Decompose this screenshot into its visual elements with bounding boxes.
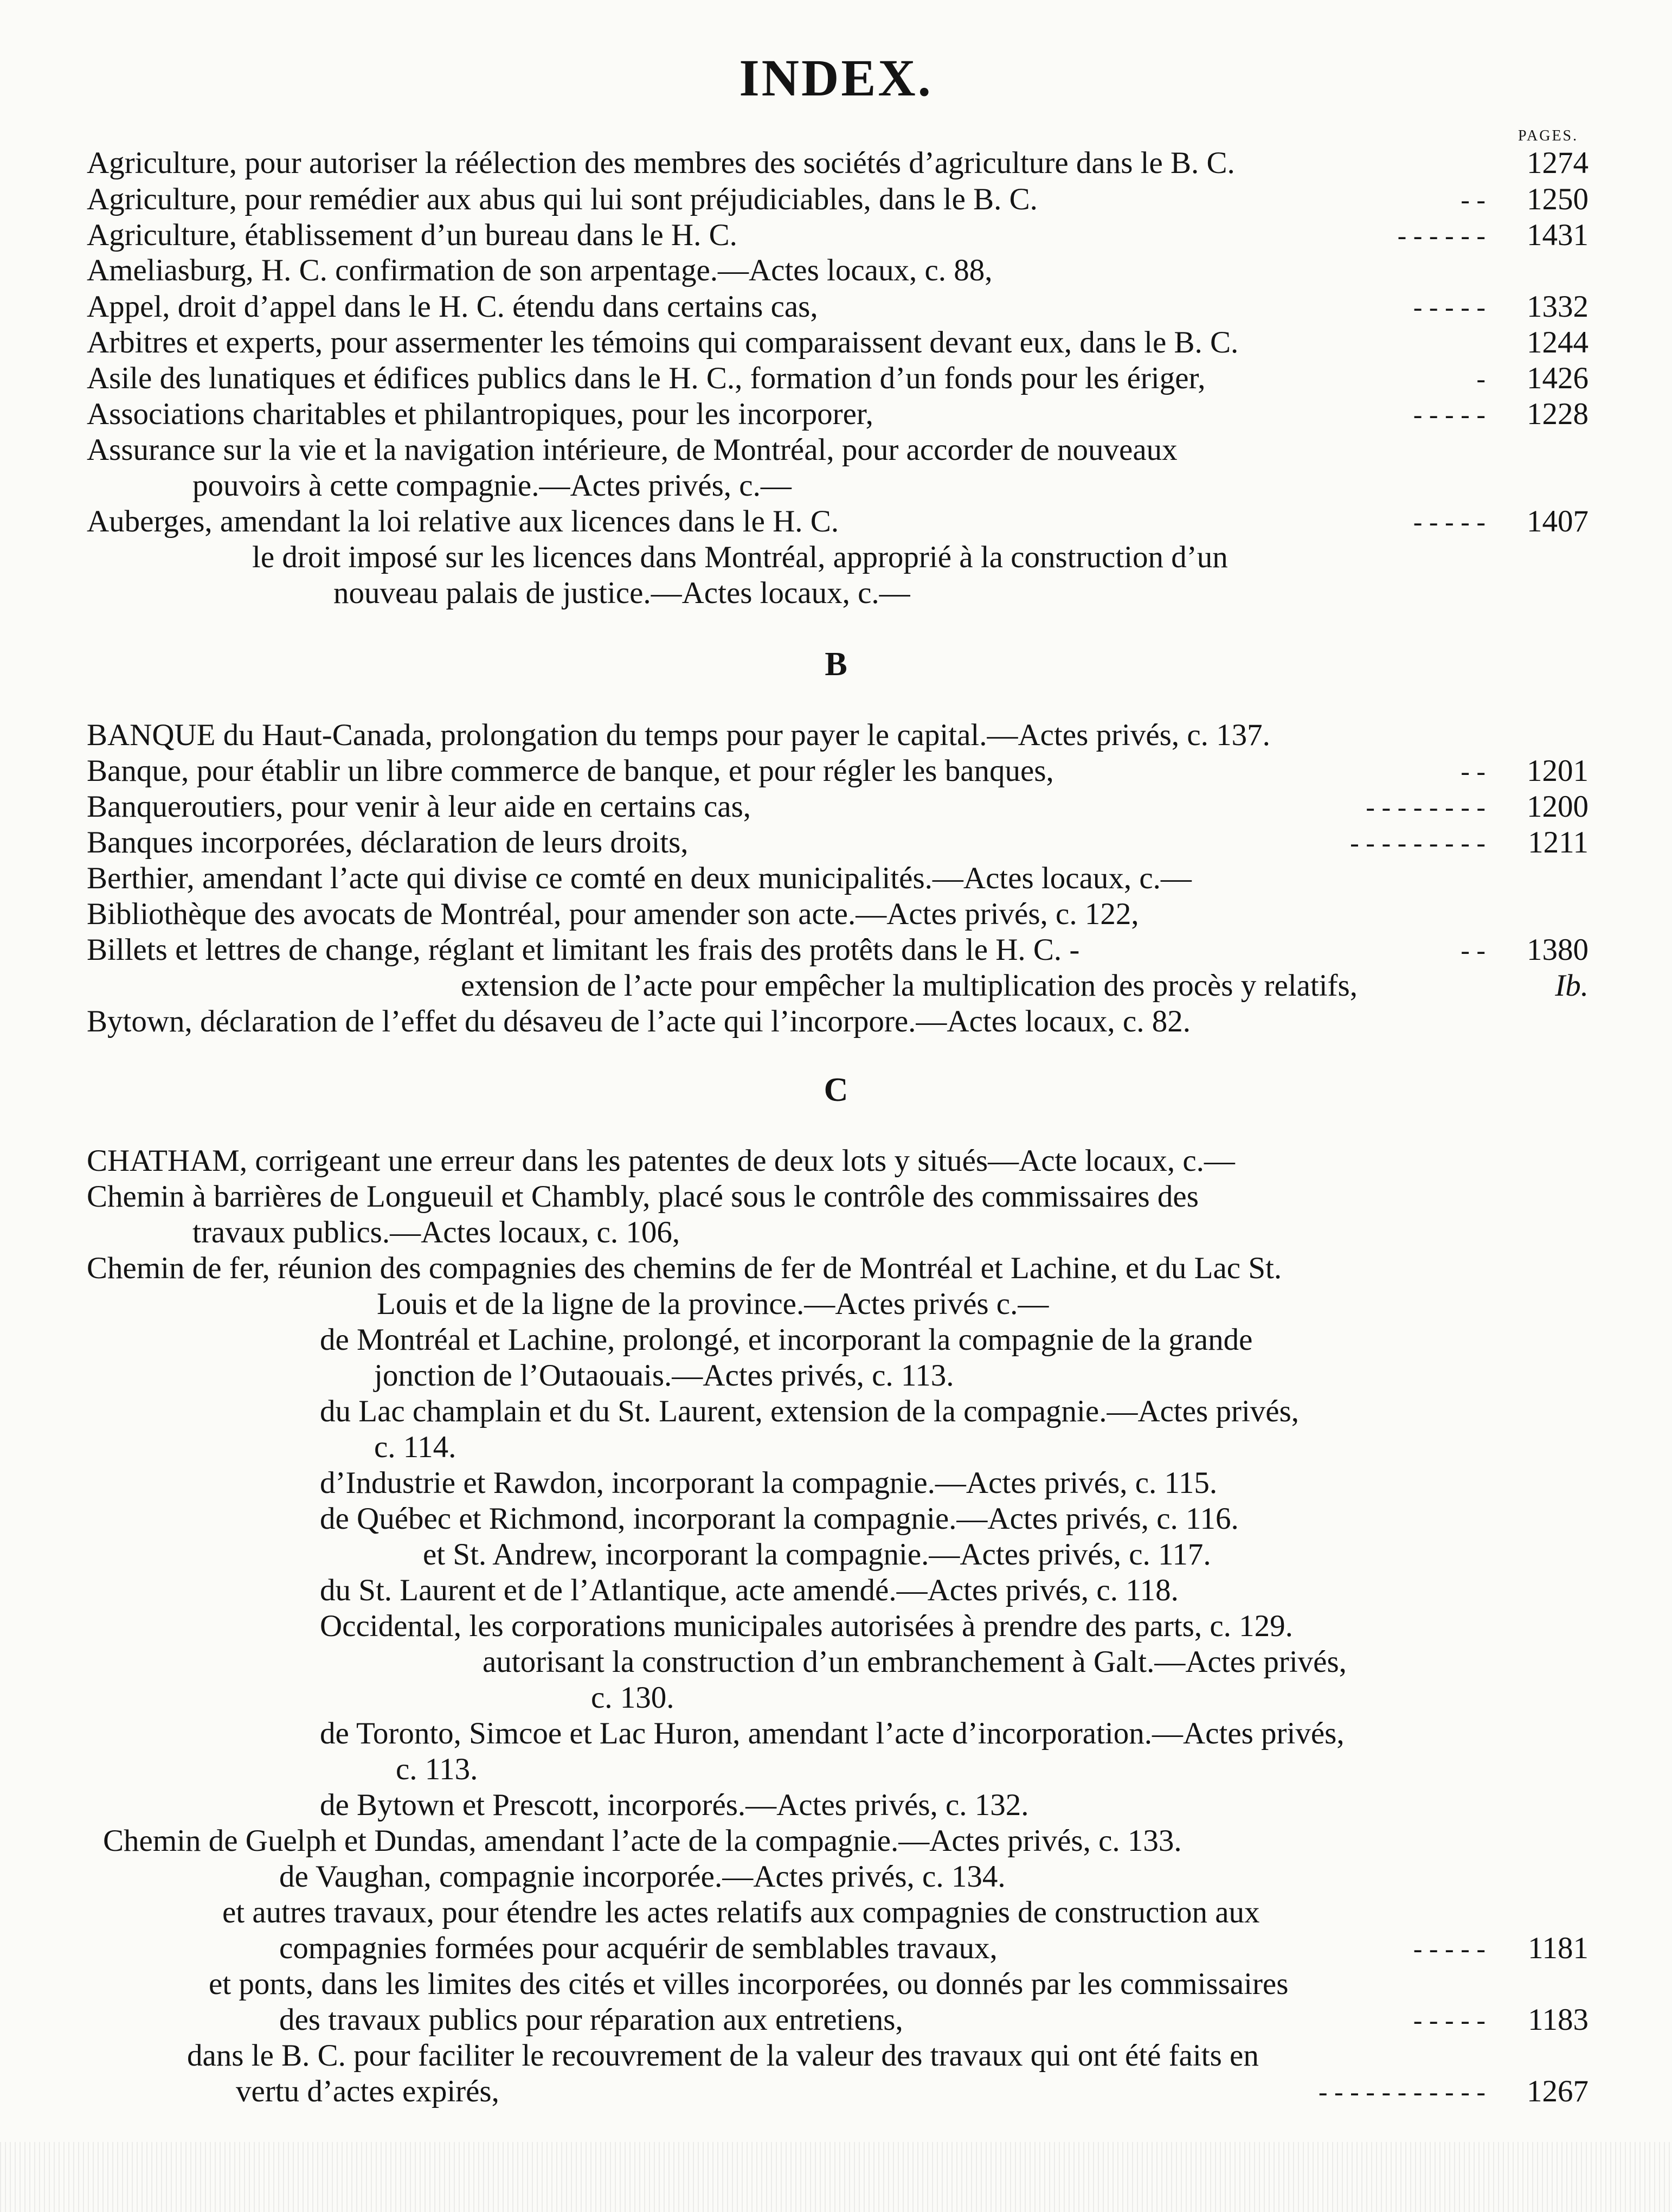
entry-text: Banque, pour établir un libre commerce de banque, et pour régler les banques, bbox=[87, 754, 1054, 788]
entry-text: Berthier, amendant l’acte qui divise ce comté en deux municipalités.—Actes locaux, c.— bbox=[87, 861, 1192, 895]
entry-text: et autres travaux, pour étendre les actes relatifs aux compagnies de construction aux bbox=[222, 1895, 1260, 1929]
index-entry bbox=[320, 1465, 1626, 1501]
index-entry bbox=[374, 1358, 1626, 1394]
page-number: 1431 bbox=[1527, 218, 1589, 252]
entry-text: Agriculture, pour remédier aux abus qui lui sont préjudiciables, dans le B. C. bbox=[87, 182, 1038, 216]
index-entry bbox=[333, 575, 1626, 611]
page-number: 1201 bbox=[1527, 754, 1589, 788]
entry-text: Arbitres et experts, pour assermenter les témoins qui comparaissent devant eux, dans le B. C. bbox=[87, 325, 1239, 360]
page-number: 1332 bbox=[1527, 290, 1589, 324]
leader-dashes: - - - - - - - - - bbox=[1350, 828, 1485, 858]
entry-text: Appel, droit d’appel dans le H. C. étendu dans certains cas, bbox=[87, 290, 818, 324]
index-entry bbox=[87, 396, 1626, 432]
entry-text: d’Industrie et Rawdon, incorporant la compagnie.—Actes privés, c. 115. bbox=[320, 1466, 1218, 1500]
entry-text: vertu d’actes expirés, bbox=[236, 2074, 499, 2108]
index-entry bbox=[423, 1537, 1626, 1573]
pages-column-header: PAGES. bbox=[1518, 127, 1579, 144]
page-number: 1267 bbox=[1527, 2074, 1589, 2108]
page-number: 1183 bbox=[1528, 2003, 1589, 2037]
leader-dashes: - - bbox=[1461, 756, 1485, 786]
entry-text: Banques incorporées, déclaration de leurs droits, bbox=[87, 825, 689, 860]
leader-dashes: - - - - - bbox=[1413, 292, 1485, 322]
entry-text: Assurance sur la vie et la navigation intérieure, de Montréal, pour accorder de nouveaux bbox=[87, 433, 1178, 467]
entry-text: CHATHAM, corrigeant une erreur dans les patentes de deux lots y situés—Acte locaux, c.— bbox=[87, 1144, 1235, 1178]
page-number: 1228 bbox=[1527, 397, 1589, 431]
page-number: 1426 bbox=[1527, 361, 1589, 395]
entry-text: extension de l’acte pour empêcher la multiplication des procès y relatifs, bbox=[461, 969, 1358, 1003]
index-entry bbox=[209, 1966, 1626, 2002]
index-entry bbox=[320, 1573, 1626, 1608]
leader-dashes: - - - - - bbox=[1413, 1933, 1485, 1964]
index-entry bbox=[87, 361, 1626, 396]
page-number: Ib. bbox=[1555, 969, 1589, 1003]
entry-text: Ameliasburg, H. C. confirmation de son arpentage.—Actes locaux, c. 88, bbox=[87, 253, 993, 287]
index-entry bbox=[483, 1644, 1626, 1680]
index-entry bbox=[192, 468, 1626, 504]
page-number: 1211 bbox=[1528, 825, 1589, 860]
index-entry bbox=[103, 1823, 1626, 1859]
index-entry bbox=[87, 932, 1626, 968]
entry-text: Chemin de fer, réunion des compagnies des chemins de fer de Montréal et Lachine, et du Lac St. bbox=[87, 1251, 1282, 1285]
leader-dashes: - - bbox=[1461, 184, 1485, 215]
entry-text: de Bytown et Prescott, incorporés.—Actes privés, c. 132. bbox=[320, 1788, 1029, 1822]
entry-text: du St. Laurent et de l’Atlantique, acte amendé.—Actes privés, c. 118. bbox=[320, 1573, 1179, 1607]
index-entry bbox=[252, 540, 1626, 575]
index-entry bbox=[87, 1143, 1626, 1179]
index-entry bbox=[87, 145, 1626, 181]
entry-text: c. 114. bbox=[374, 1430, 456, 1464]
page-title: INDEX. bbox=[739, 49, 933, 107]
page-number: 1407 bbox=[1527, 504, 1589, 538]
index-entry bbox=[87, 717, 1626, 753]
entry-text: Louis et de la ligne de la province.—Actes privés c.— bbox=[377, 1287, 1049, 1321]
entry-text: pouvoirs à cette compagnie.—Actes privés, c.— bbox=[192, 469, 792, 503]
index-entry bbox=[87, 182, 1626, 217]
leader-dashes: - - - - - bbox=[1413, 506, 1485, 537]
index-entry bbox=[87, 1179, 1626, 1215]
page-number: 1200 bbox=[1527, 790, 1589, 824]
index-entry bbox=[279, 1859, 1626, 1895]
index-entry bbox=[320, 1322, 1626, 1358]
index-entry bbox=[87, 861, 1626, 896]
index-entry bbox=[87, 217, 1626, 253]
leader-dashes: - - - - - bbox=[1413, 2005, 1485, 2035]
index-entry bbox=[87, 825, 1626, 861]
leader-dashes: - bbox=[1476, 363, 1485, 394]
entry-text: Associations charitables et philantropiques, pour les incorporer, bbox=[87, 397, 873, 431]
index-entry bbox=[222, 1895, 1626, 1931]
page-number: 1380 bbox=[1527, 933, 1589, 967]
entry-text: de Vaughan, compagnie incorporée.—Actes privés, c. 134. bbox=[279, 1860, 1006, 1894]
index-entry bbox=[87, 1251, 1626, 1286]
index-entry bbox=[87, 325, 1626, 361]
entry-text: travaux publics.—Actes locaux, c. 106, bbox=[192, 1215, 680, 1249]
index-entry bbox=[320, 1716, 1626, 1752]
entry-text: et ponts, dans les limites des cités et villes incorporées, ou donnés par les commissaires bbox=[209, 1967, 1289, 2001]
index-entry bbox=[87, 504, 1626, 540]
entry-text: nouveau palais de justice.—Actes locaux, c.— bbox=[333, 576, 910, 610]
entry-text: de Québec et Richmond, incorporant la compagnie.—Actes privés, c. 116. bbox=[320, 1502, 1239, 1536]
entry-text: et St. Andrew, incorporant la compagnie.—Actes privés, c. 117. bbox=[423, 1537, 1211, 1572]
index-entry bbox=[320, 1501, 1626, 1537]
index-entry bbox=[87, 289, 1626, 325]
index-entry bbox=[377, 1286, 1626, 1322]
index-entry bbox=[87, 1004, 1626, 1040]
entry-text: c. 113. bbox=[396, 1752, 478, 1786]
entry-text: Occidental, les corporations municipales autorisées à prendre des parts, c. 129. bbox=[320, 1609, 1293, 1643]
page-number: 1274 bbox=[1527, 146, 1589, 180]
entry-text: Banqueroutiers, pour venir à leur aide en certains cas, bbox=[87, 790, 751, 824]
entry-text: Billets et lettres de change, réglant et limitant les frais des protêts dans le H. C. - bbox=[87, 933, 1080, 967]
entry-text: Chemin de Guelph et Dundas, amendant l’acte de la compagnie.—Actes privés, c. 133. bbox=[103, 1824, 1182, 1858]
entry-text: des travaux publics pour réparation aux entretiens, bbox=[279, 2003, 903, 2037]
index-entry bbox=[320, 1394, 1626, 1429]
entry-text: Asile des lunatiques et édifices publics dans le H. C., formation d’un fonds pour les ériger, bbox=[87, 361, 1206, 395]
index-entry bbox=[87, 896, 1626, 932]
index-entry bbox=[192, 1215, 1626, 1251]
entry-text: Bytown, déclaration de l’effet du désaveu de l’acte qui l’incorpore.—Actes locaux, c. 82. bbox=[87, 1004, 1191, 1038]
index-entry bbox=[279, 2002, 1626, 2038]
entry-text: jonction de l’Outaouais.—Actes privés, c. 113. bbox=[374, 1358, 954, 1393]
entry-text: compagnies formées pour acquérir de semblables travaux, bbox=[279, 1931, 998, 1965]
index-entry bbox=[461, 968, 1626, 1004]
entry-text: Agriculture, établissement d’un bureau dans le H. C. bbox=[87, 218, 737, 252]
index-entry bbox=[374, 1429, 1626, 1465]
entry-text: Auberges, amendant la loi relative aux licences dans le H. C. bbox=[87, 504, 839, 538]
entry-text: Agriculture, pour autoriser la réélection des membres des sociétés d’agriculture dans le B. C. bbox=[87, 146, 1235, 180]
entry-text: de Montréal et Lachine, prolongé, et incorporant la compagnie de la grande bbox=[320, 1323, 1253, 1357]
entry-text: de Toronto, Simcoe et Lac Huron, amendant l’acte d’incorporation.—Actes privés, bbox=[320, 1716, 1345, 1751]
entry-text: BANQUE du Haut-Canada, prolongation du temps pour payer le capital.—Actes privés, c. 137. bbox=[87, 718, 1270, 752]
leader-dashes: - - - - - - - - - - - bbox=[1318, 2076, 1485, 2107]
leader-dashes: - - - - - bbox=[1413, 399, 1485, 429]
entry-text: Chemin à barrières de Longueuil et Chambly, placé sous le contrôle des commissaires des bbox=[87, 1179, 1199, 1214]
entry-text: du Lac champlain et du St. Laurent, extension de la compagnie.—Actes privés, bbox=[320, 1394, 1300, 1428]
index-entry bbox=[87, 789, 1626, 825]
index-entry bbox=[591, 1680, 1626, 1716]
leader-dashes: - - bbox=[1461, 935, 1485, 965]
page-number: 1250 bbox=[1527, 182, 1589, 216]
leader-dashes: - - - - - - - - bbox=[1366, 792, 1485, 822]
index-entry bbox=[279, 1931, 1626, 1966]
entry-text: dans le B. C. pour faciliter le recouvrement de la valeur des travaux qui ont été faits en bbox=[187, 2038, 1259, 2073]
leader-dashes: - - - - - - bbox=[1397, 220, 1485, 251]
page-number: 1244 bbox=[1527, 325, 1589, 360]
index-entry bbox=[87, 753, 1626, 789]
entry-text: le droit imposé sur les licences dans Montréal, approprié à la construction d’un bbox=[252, 540, 1228, 574]
page-number: 1181 bbox=[1528, 1931, 1589, 1965]
index-entry bbox=[236, 2074, 1626, 2110]
index-entry bbox=[320, 1787, 1626, 1823]
section-letter-c: C bbox=[824, 1072, 848, 1108]
entry-text: Bibliothèque des avocats de Montréal, pour amender son acte.—Actes privés, c. 122, bbox=[87, 897, 1139, 931]
index-entry bbox=[187, 2038, 1626, 2074]
index-entry bbox=[320, 1608, 1626, 1644]
section-letter-b: B bbox=[825, 646, 847, 683]
index-entry bbox=[396, 1752, 1626, 1787]
entry-text: c. 130. bbox=[591, 1681, 674, 1715]
scan-noise bbox=[0, 2142, 1672, 2212]
index-entry bbox=[87, 253, 1626, 288]
entry-text: autorisant la construction d’un embranchement à Galt.—Actes privés, bbox=[483, 1645, 1347, 1679]
index-entry bbox=[87, 432, 1626, 468]
